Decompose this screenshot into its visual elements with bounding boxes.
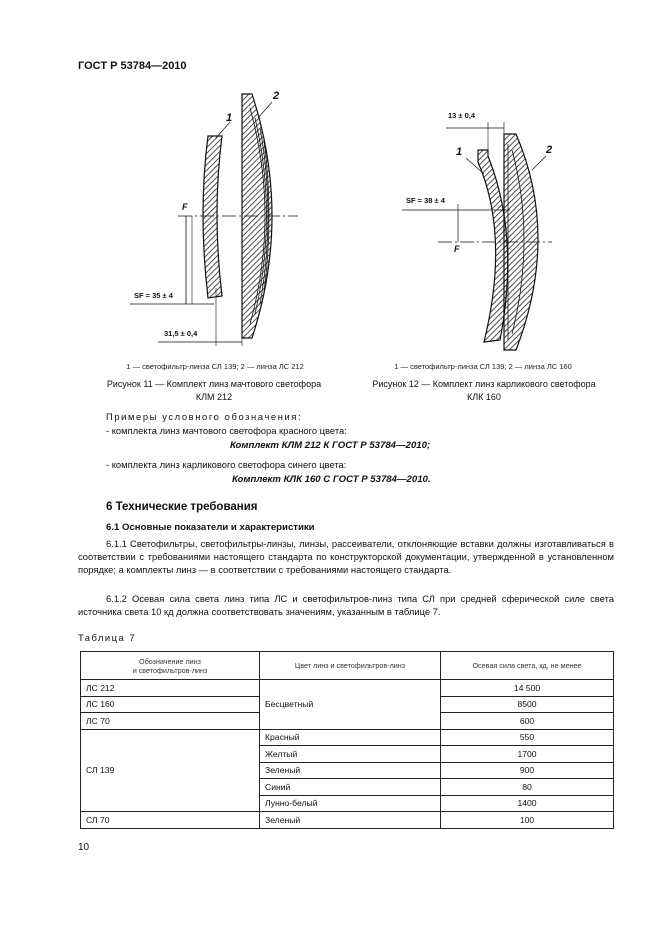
- table-col-designation: [81, 652, 260, 680]
- cell-color-colorless: Бесцветный: [260, 680, 441, 730]
- doc-header: ГОСТ Р 53784—2010: [78, 60, 187, 72]
- fig12-callout-1: 1: [456, 146, 463, 158]
- table-col-color: Цвет линз и светофильтров-линз: [260, 652, 441, 680]
- cell-designation: ЛС 212: [81, 680, 260, 697]
- fig12-caption-line2: КЛК 160: [467, 392, 501, 402]
- lens-1-shape: [478, 150, 508, 342]
- fig11-f-label: F: [182, 202, 188, 212]
- examples-item-1: - комплекта линз мачтового светофора красного цвета:: [106, 425, 347, 436]
- cell-value: 1700: [441, 746, 614, 763]
- fig11-legend: 1 — светофильтр-линза СЛ 139; 2 — линза ЛС 212: [126, 362, 304, 371]
- fig12-f-label: F: [454, 244, 460, 254]
- section-6-1-title: 6.1 Основные показатели и характеристики: [106, 522, 315, 533]
- cell-value: 900: [441, 762, 614, 779]
- para-6-1-2: 6.1.2 Осевая сила света линз типа ЛС и светофильтров-линз типа СЛ при средней сферической силе света источника света 10 кд должна соответствовать значениям, указанным в таблице 7.: [78, 593, 614, 618]
- fig11-callout-1: 1: [226, 112, 233, 124]
- fig11-dim-31: 31,5 ± 0,4: [164, 329, 198, 338]
- cell-value: 8500: [441, 696, 614, 713]
- cell-value: 100: [441, 812, 614, 829]
- fig12-callout-2: 2: [546, 144, 553, 156]
- cell-color: Зеленый: [260, 762, 441, 779]
- table-col-intensity: Осевая сила света, кд, не менее: [441, 652, 614, 680]
- table-row: [81, 812, 614, 829]
- fig12-dim-13: 13 ± 0,4: [448, 111, 476, 120]
- fig11-callout-2: 2: [273, 90, 280, 102]
- table-header-row: [81, 652, 614, 680]
- cell-designation: ЛС 70: [81, 713, 260, 730]
- cell-color: Зеленый: [260, 812, 441, 829]
- page-number: 10: [78, 842, 90, 853]
- examples-item-2: - комплекта линз карликового светофора синего цвета:: [106, 459, 347, 470]
- fig12-legend: 1 — светофильтр-линза СЛ 139; 2 — линза ЛС 160: [394, 362, 572, 371]
- cell-color: Синий: [260, 779, 441, 796]
- cell-value: 1400: [441, 795, 614, 812]
- fig11-dim-sf: SF = 35 ± 4: [134, 291, 173, 300]
- examples-heading: Примеры условного обозначения:: [106, 411, 303, 422]
- cell-color: Желтый: [260, 746, 441, 763]
- figure-11-drawing: [130, 88, 310, 350]
- table-row: [81, 680, 614, 697]
- cell-color: Красный: [260, 729, 441, 746]
- para-6-1-1: 6.1.1 Светофильтры, светофильтры-линзы, линзы, рассеиватели, отклоняющие вставки должны изготавливаться в соответствии с требованиями настоящего стандарта по конструкторской документации, утвержденной в установленном порядке; а комплекты линз — в соответствии с требованиями настоящего стандарта.: [78, 538, 614, 576]
- col1-line1: Обозначение линз: [139, 656, 201, 666]
- figure-11-svg: [130, 88, 310, 350]
- cell-designation-sl139: СЛ 139: [81, 729, 260, 812]
- section-6-title: 6 Технические требования: [106, 501, 258, 513]
- table-row: [81, 729, 614, 746]
- cell-value: 600: [441, 713, 614, 730]
- cell-designation: ЛС 160: [81, 696, 260, 713]
- table-7: [80, 651, 614, 829]
- cell-designation: СЛ 70: [81, 812, 260, 829]
- fig12-dim-sf: SF = 38 ± 4: [406, 196, 445, 205]
- lens-1-shape: [203, 136, 222, 298]
- fig11-caption-line1: Рисунок 11 — Комплект линз мачтового светофора: [106, 379, 322, 389]
- figure-12-drawing: [400, 108, 560, 358]
- fig12-caption: [346, 378, 622, 404]
- figure-12-svg: [400, 108, 560, 358]
- examples-code-2: Комплект КЛК 160 С ГОСТ Р 53784—2010.: [232, 474, 431, 485]
- examples-code-1: Комплект КЛМ 212 К ГОСТ Р 53784—2010;: [230, 440, 431, 451]
- fig12-caption-line1: Рисунок 12 — Комплект линз карликового светофора: [372, 379, 596, 389]
- cell-value: 14 500: [441, 680, 614, 697]
- cell-value: 550: [441, 729, 614, 746]
- table-7-label: Таблица 7: [78, 632, 137, 643]
- fig11-caption: [86, 378, 342, 404]
- fig11-caption-line2: КЛМ 212: [195, 392, 233, 402]
- col1-line2: и светофильтров-линз: [132, 665, 208, 675]
- cell-value: 80: [441, 779, 614, 796]
- cell-color: Лунно-белый: [260, 795, 441, 812]
